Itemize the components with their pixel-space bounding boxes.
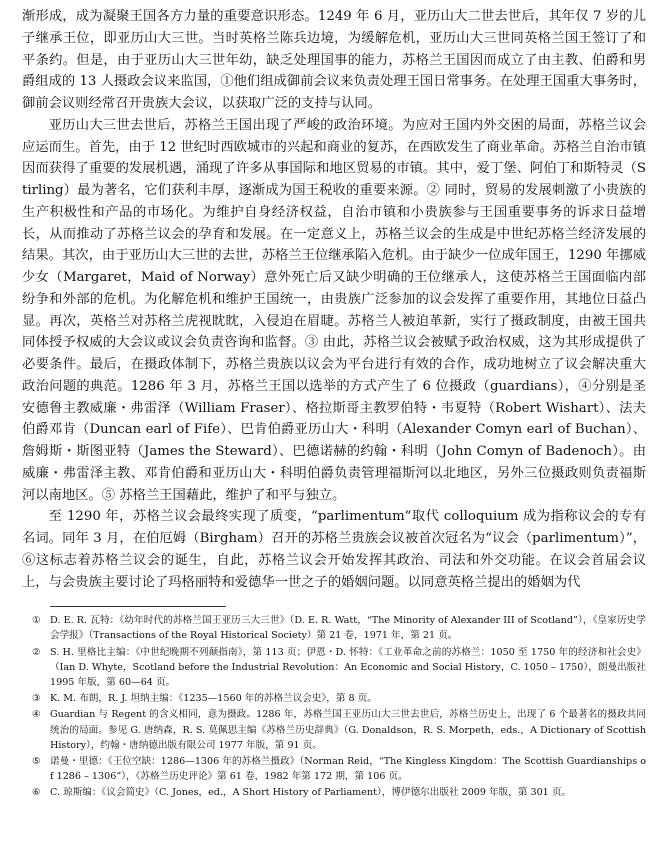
paragraph: 亚历山大三世去世后，苏格兰王国出现了严峻的政治环境。为应对王国内外交困的局面，苏格兰议会应运而生。首先，由于 12 世纪时西欧城市的兴起和商业的复苏，在西欧发生了商业革命。苏格兰自治市镇因而获得了重要的发展机遇，涌现了许多从事国际和地区贸易的市镇。其中，爱丁堡、阿伯丁和斯特灵（Stirling）最为著名，它们获利丰厚，逐渐成为国王税收的重要来源。② 同时，贸易的发展刺激了小贵族的生产积极性和产品的市场化。为维护自身经济权益，自治市镇和小贵族参与王国重要事务的诉求日益增长，从而推动了苏格兰议会的孕育和发展。在一定意义上，苏格兰议会的生成是中世纪苏格兰经济发展的结果。其次，由于亚历山大三世的去世，苏格兰王位继承陷入危机。由于缺少一位成年国王，1290 年挪威少女（Margaret，Maid of Norway）意外死亡后又缺少明确的王位继承人，这使苏格兰王国面临内部纷争和外部的危机。为化解危机和维护王国统一，由贵族广泛参加的议会发挥了重要作用，其地位日益凸显。再次，英格兰对苏格兰虎视眈眈，入侵迫在眉睫。苏格兰人被迫革新，实行了摄政制度，由被王国共同体授予权威的大会议或议会负责咨询和监督。③ 由此，苏格兰议会被赋予政治权威，这为其形成提供了必要条件。最后，在摄政体制下，苏格兰贵族以议会为平台进行有效的合作，成功地树立了议会解决重大政治问题的典范。1286 年 3 月，苏格兰王国以选举的方式产生了 6 位摄政（guardians），④分别是圣安德鲁主教威廉・弗雷泽（William Fraser）、格拉斯哥主教罗伯特・韦夏特（Robert Wishart）、法夫伯爵邓肯（Duncan earl of Fife）、巴肯伯爵亚历山大・科明（Alexander Comyn earl of Buchan）、詹姆斯・斯图亚特（James the Steward）、巴德诺赫的约翰・科明（John Comyn of Badenoch）。由威廉・弗雷泽主教、邓肯伯爵和亚历山大・科明伯爵负责管理福斯河以北地区，另外三位摄政则负责福斯河以南地区。⑤ 苏格兰王国藉此，维护了和平与独立。 — [22, 117, 646, 503]
footnote-text: D. E. R. 瓦特：《幼年时代的苏格兰国王亚历三大三世》（D. E. R. Watt，“The Minority of Alexander III of Scotland”），《皇家历史学会学报》（Transactions of the Royal Historical Society）第 21 卷，1971 年，第 21 页。 — [50, 615, 646, 642]
footnotes — [22, 613, 646, 800]
footnote-item — [22, 691, 646, 706]
footnote-mark: ② — [32, 646, 41, 658]
paragraph: 渐形成，成为凝聚王国各方力量的重要意识形态。1249 年 6 月，亚历山大二世去世后，其年仅 7 岁的儿子继承王位，即亚历山大三世。当时英格兰陈兵边境，为缓解危机，亚历山大三世同英格兰国王签订了和平条约。但是，由于亚历山大三世年幼，缺乏处理国事的能力，苏格兰王国因而成立了由主教、伯爵和男爵组成的 13 人摄政会议来监国，①他们组成御前会议来负责处理王国日常事务。在处理王国重大事务时，御前会议则经常召开贵族大会议，以获取广泛的支持与认同。 — [22, 9, 646, 111]
footnote-mark: ① — [32, 615, 41, 627]
footnote-text: 诺曼・里德：《王位空缺：1286—1306 年的苏格兰摄政》（Norman Reid，“The Kingless Kingdom：The Scottish Guardianships of 1286 – 1306”），《苏格兰历史评论》第 61 卷，1982 年第 172 期，第 106 页。 — [50, 756, 646, 783]
footnote-text: Guardian 与 Regent 的含义相同，意为摄政。1286 年，苏格兰国王亚历山大三世去世后，苏格兰历史上，出现了 6 个最著名的摄政共同统治的局面。参见 G. 唐纳森，R. S. 莫佩思主编《苏格兰历史辞典》（G. Donaldson，R. S. Morpeth，eds.，A Dictionary of Scottish History），约翰・唐纳德出版有限公司 1977 年版，第 91 页。 — [50, 709, 646, 751]
footnote-mark: ④ — [32, 709, 41, 721]
footnote-mark: ⑤ — [32, 756, 41, 768]
footnote-item — [22, 613, 646, 643]
footnote-item — [22, 754, 646, 784]
footnote-text: S. H. 里格比主编：《中世纪晚期不列颠指南》，第 113 页；伊恩・D. 怀特：《工业革命之前的苏格兰：1050 至 1750 年的经济和社会史》（Ian D. Whyte，Scotland before the Industrial Revolution：An Economic and Social History，C. 1050 – 1750），朗曼出版社 1995 年版，第 60—64 页。 — [50, 646, 646, 689]
footnote-item — [22, 785, 646, 800]
paragraph: 至 1290 年，苏格兰议会最终实现了质变，“parlimentum”取代 colloquium 成为指称议会的专有名词。同年 3 月，在伯厄姆（Birgham）召开的苏格兰贵族会议被首次冠名为“议会（parlimentum）”，⑥这标志着苏格兰议会的诞生，自此，苏格兰议会开始发挥其政治、司法和外交功能。在议会首届会议上，与会贵族主要讨论了玛格丽特和爱德华一世之子的婚姻问题。以同意英格兰提出的婚姻为代 — [22, 509, 646, 590]
footnote-text: C. 琼斯编：《议会简史》（C. Jones，ed.，A Short History of Parliament），博伊德尔出版社 2009 年版，第 301 页。 — [50, 787, 572, 799]
footnote-mark: ⑥ — [32, 787, 41, 799]
footnote-divider — [50, 606, 226, 607]
footnote-text: K. M. 布朗，R. J. 坦纳主编：《1235—1560 年的苏格兰议会史》，第 8 页。 — [50, 693, 377, 705]
footnote-mark: ③ — [32, 693, 41, 705]
main-text — [22, 6, 646, 593]
footnote-item — [22, 707, 646, 753]
footnote-item — [22, 645, 646, 691]
